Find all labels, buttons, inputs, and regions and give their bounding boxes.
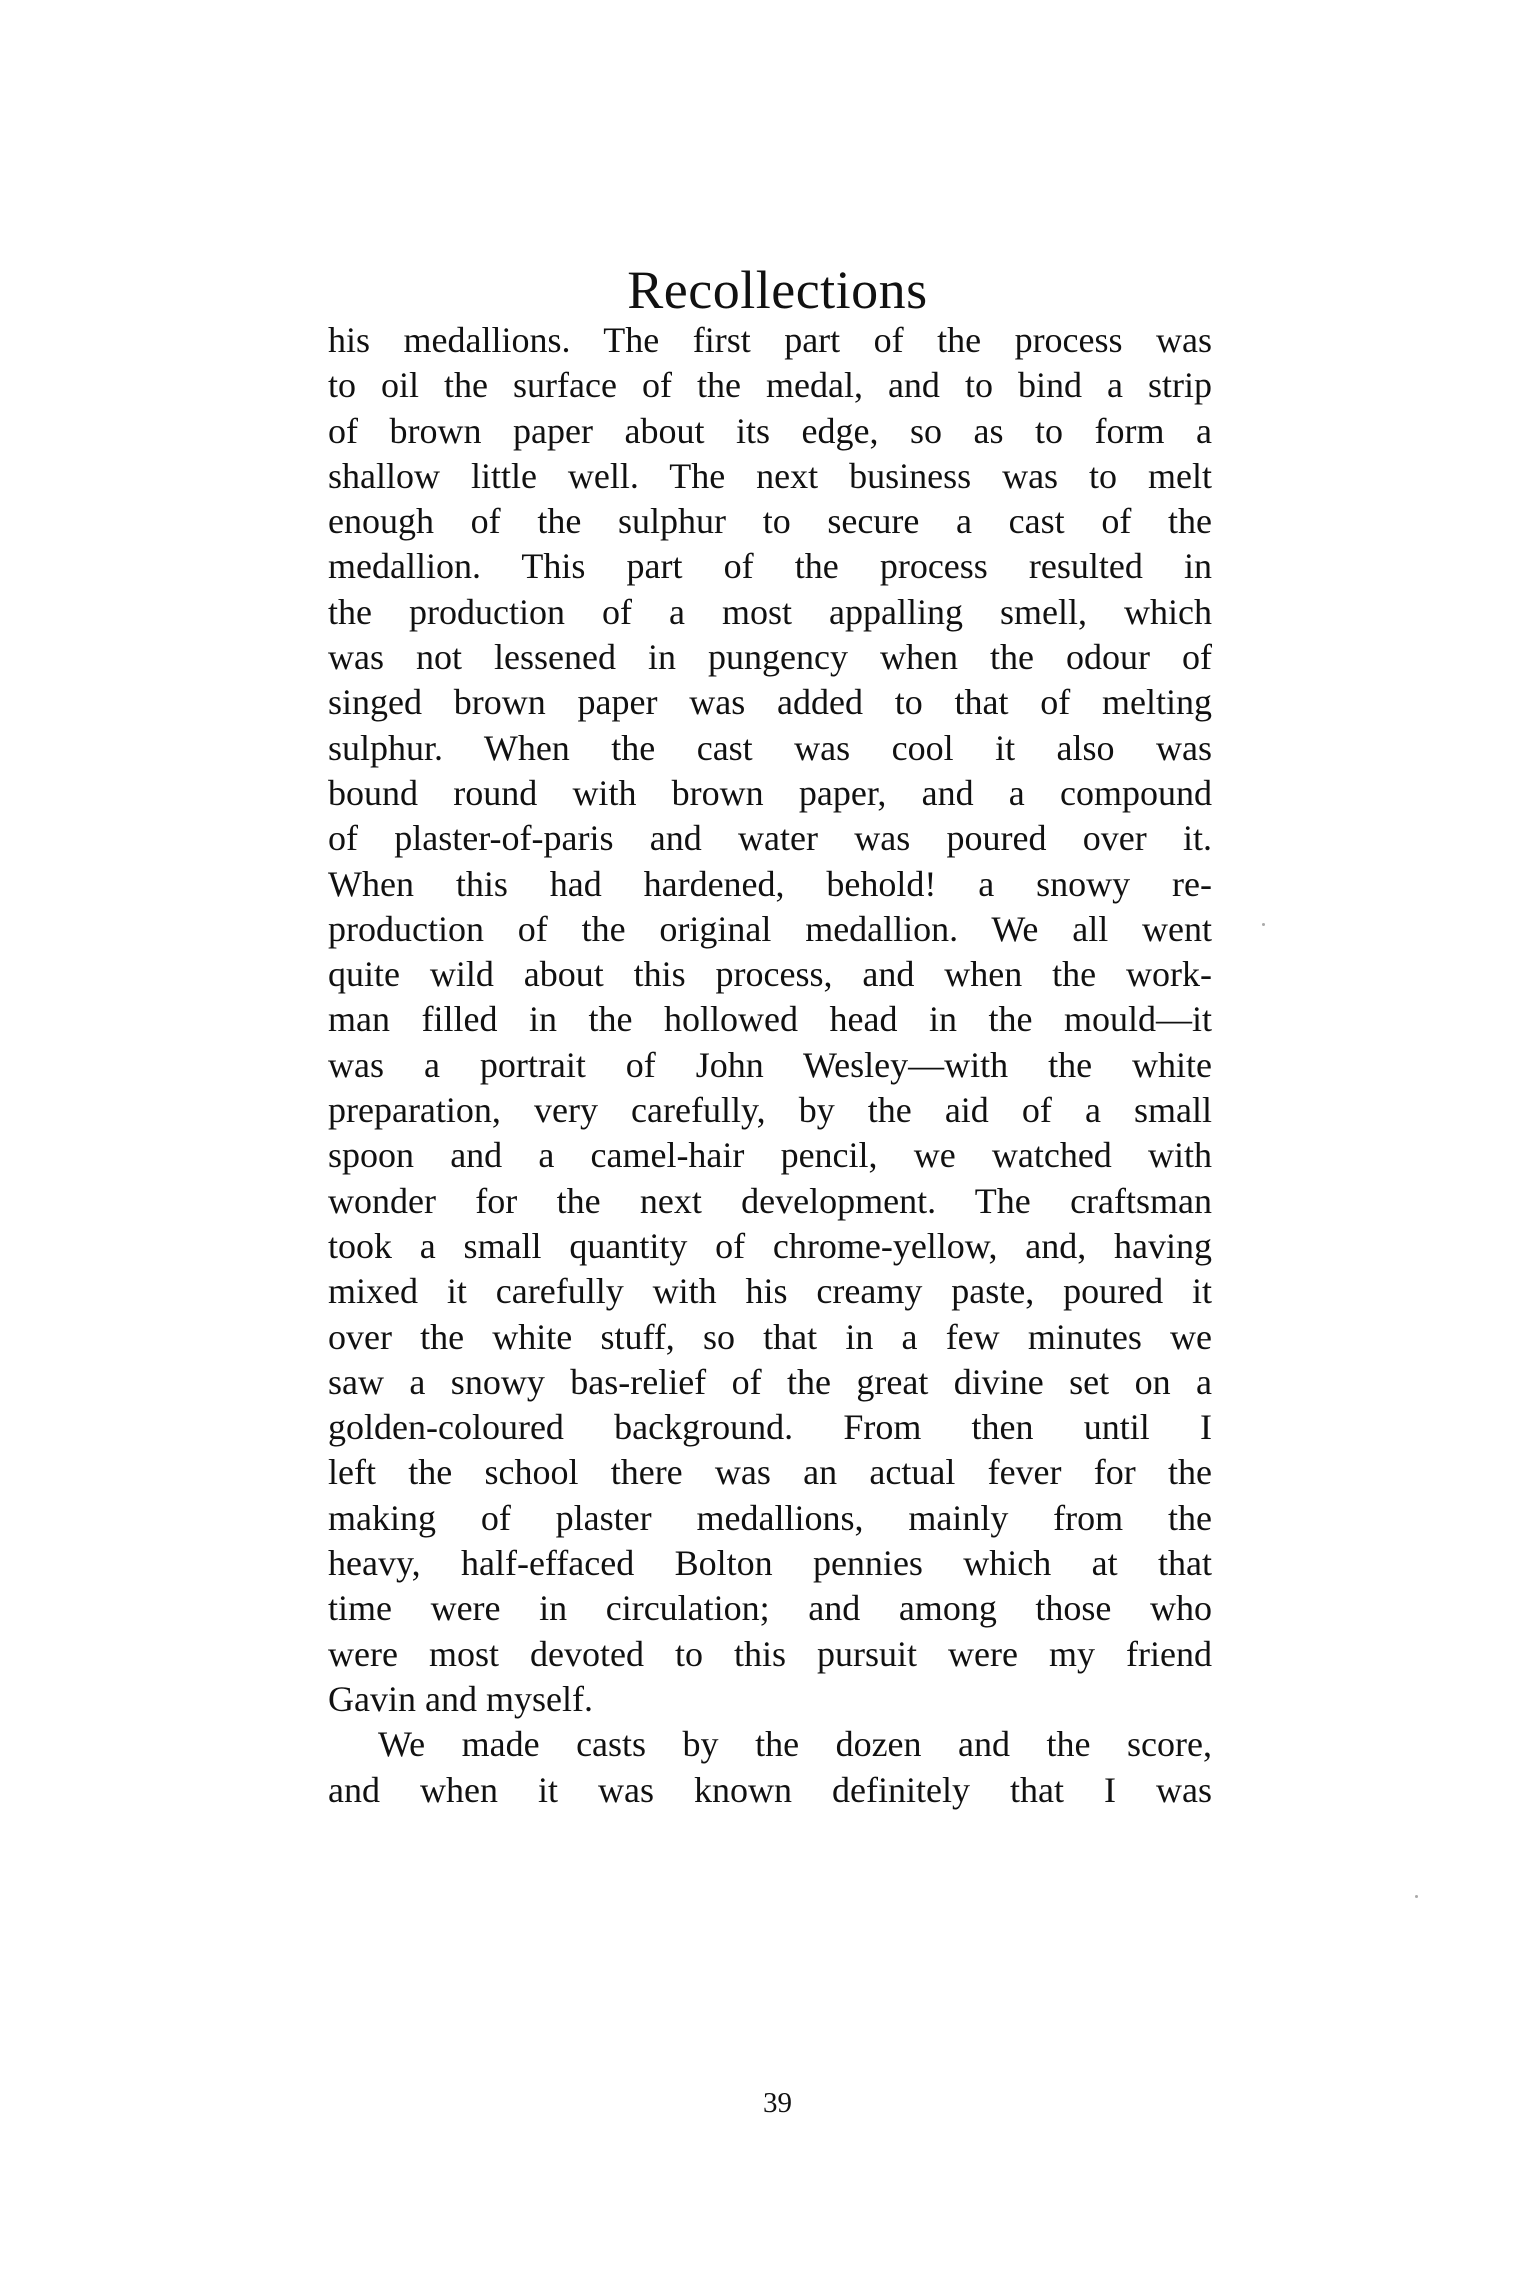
text-line: of plaster-of-paris and water was poured over it. (328, 818, 1212, 859)
body-text (328, 318, 1212, 1813)
paper-speck (1415, 1895, 1418, 1898)
text-line: enough of the sulphur to secure a cast of the (328, 501, 1212, 542)
text-line: was not lessened in pungency when the odour of (328, 637, 1212, 678)
text-line: time were in circulation; and among those who (328, 1588, 1212, 1629)
text-line: medallion. This part of the process resulted in (328, 546, 1212, 587)
text-line: making of plaster medallions, mainly from the (328, 1497, 1212, 1538)
text-line: left the school there was an actual fever for the (328, 1452, 1212, 1493)
text-line: quite wild about this process, and when the work- (328, 954, 1212, 995)
text-line: mixed it carefully with his creamy paste, poured it (328, 1271, 1212, 1312)
text-line: and when it was known definitely that I was (328, 1769, 1212, 1810)
text-line: took a small quantity of chrome-yellow, and, having (328, 1225, 1212, 1266)
text-line: production of the original medallion. We all went (328, 908, 1212, 949)
text-line: of brown paper about its edge, so as to form a (328, 410, 1212, 451)
text-line: saw a snowy bas-relief of the great divine set on a (328, 1361, 1212, 1402)
text-line: heavy, half-effaced Bolton pennies which at that (328, 1543, 1212, 1584)
page-number: 39 (763, 2087, 792, 2119)
text-line: over the white stuff, so that in a few minutes we (328, 1316, 1212, 1357)
text-line: When this had hardened, behold! a snowy re- (328, 863, 1212, 904)
text-line: was a portrait of John Wesley—with the white (328, 1044, 1212, 1085)
text-line: wonder for the next development. The craftsman (328, 1180, 1212, 1221)
text-line: man filled in the hollowed head in the mould—it (328, 999, 1212, 1040)
paragraph-end-line: Gavin and myself. (328, 1678, 593, 1719)
text-line: singed brown paper was added to that of melting (328, 682, 1212, 723)
text-line: sulphur. When the cast was cool it also was (328, 727, 1212, 768)
text-line: shallow little well. The next business was to melt (328, 455, 1212, 496)
paper-speck (1262, 923, 1265, 926)
text-line: spoon and a camel-hair pencil, we watched with (328, 1135, 1212, 1176)
text-line: to oil the surface of the medal, and to bind a strip (328, 365, 1212, 406)
text-line: the production of a most appalling smell, which (328, 591, 1212, 632)
text-line: his medallions. The first part of the process was (328, 320, 1212, 360)
running-head: Recollections (627, 260, 928, 320)
text-line: golden-coloured background. From then until I (328, 1407, 1212, 1448)
text-line: preparation, very carefully, by the aid of a small (328, 1090, 1212, 1131)
text-line: were most devoted to this pursuit were my friend (328, 1633, 1212, 1674)
paragraph-start-line: We made casts by the dozen and the score, (378, 1724, 1212, 1765)
text-line: bound round with brown paper, and a compound (328, 772, 1212, 813)
